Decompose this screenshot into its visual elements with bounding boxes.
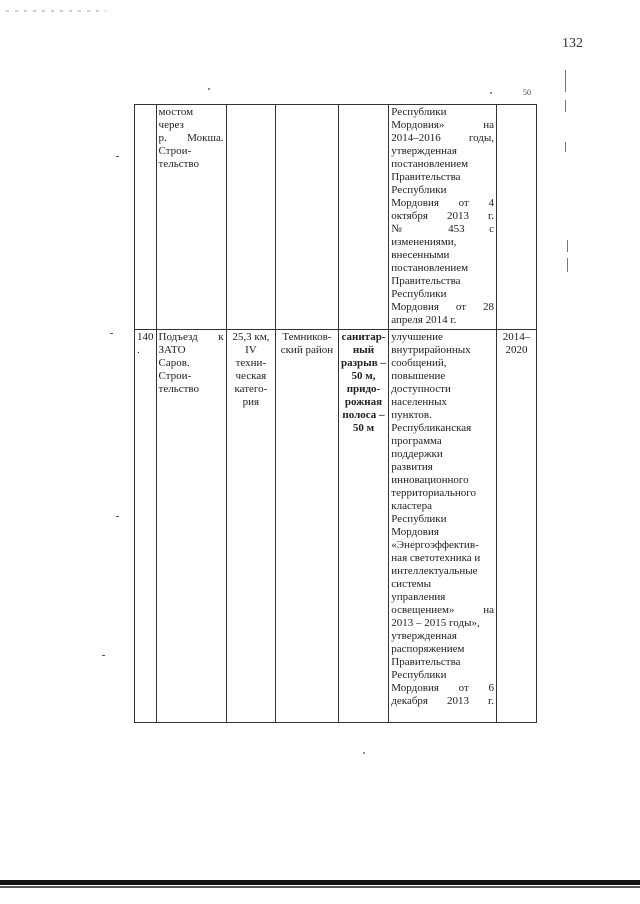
zone-cell: [338, 105, 389, 330]
table-row: [135, 105, 537, 330]
scan-mark: [565, 70, 566, 92]
document-basis-cell: Республики Мордовия» на 2014–2016 годы, утвержденная постановлением Правительства Республики Мордовия от 4 октября 2013 г. № 453 с изменениями, внесенными постановлением Правительства Республики Мордовия от 28 апреля 2014 г.: [389, 105, 497, 330]
period-cell: 2014– 2020: [497, 330, 537, 723]
parameters-cell: [226, 105, 276, 330]
scan-noise: [6, 10, 106, 12]
parameters-cell: 25,3 км, IV техни- ческая катего- рия: [226, 330, 276, 723]
district-cell: [276, 105, 339, 330]
scan-mark: [110, 333, 113, 334]
scan-edge-band: [0, 880, 640, 885]
page-small-number: 50: [523, 88, 531, 97]
scan-mark: [102, 655, 105, 656]
row-number-cell: 140.: [135, 330, 157, 723]
document-table: [134, 104, 537, 723]
scan-edge-band: [0, 886, 640, 888]
district-cell: Темников-ский район: [276, 330, 339, 723]
scan-mark: [116, 516, 119, 517]
scan-mark: [565, 100, 566, 112]
object-name-cell: мостом через р. Мокша. Строи- тельство: [156, 105, 226, 330]
scan-mark: [363, 752, 365, 754]
scan-mark: [208, 88, 210, 90]
object-name-cell: Подъезд к ЗАТО Саров. Строи- тельство: [156, 330, 226, 723]
scan-mark: [490, 92, 492, 94]
table-row: [135, 330, 537, 723]
scan-mark: [567, 258, 568, 272]
scan-mark: [567, 240, 568, 252]
zone-cell: санитар- ный разрыв – 50 м, придо- рожная полоса – 50 м: [338, 330, 389, 723]
row-number-cell: [135, 105, 157, 330]
scan-mark: [565, 142, 566, 152]
period-cell: [497, 105, 537, 330]
document-basis-cell: улучшение внутрирайонных сообщений, повышение доступности населенных пунктов. Республиканская программа поддержки развития инновационного территориального кластера Республики Мордовия «Энергоэффектив- ная светотехника и интеллектуальные системы управления освещением» на 2013 – 2015 годы», утвержденная распоряжением Правительства Республики Мордовия от 6 декабря 2013 г.: [389, 330, 497, 723]
page-number: 132: [562, 36, 583, 51]
scan-mark: [116, 156, 119, 157]
